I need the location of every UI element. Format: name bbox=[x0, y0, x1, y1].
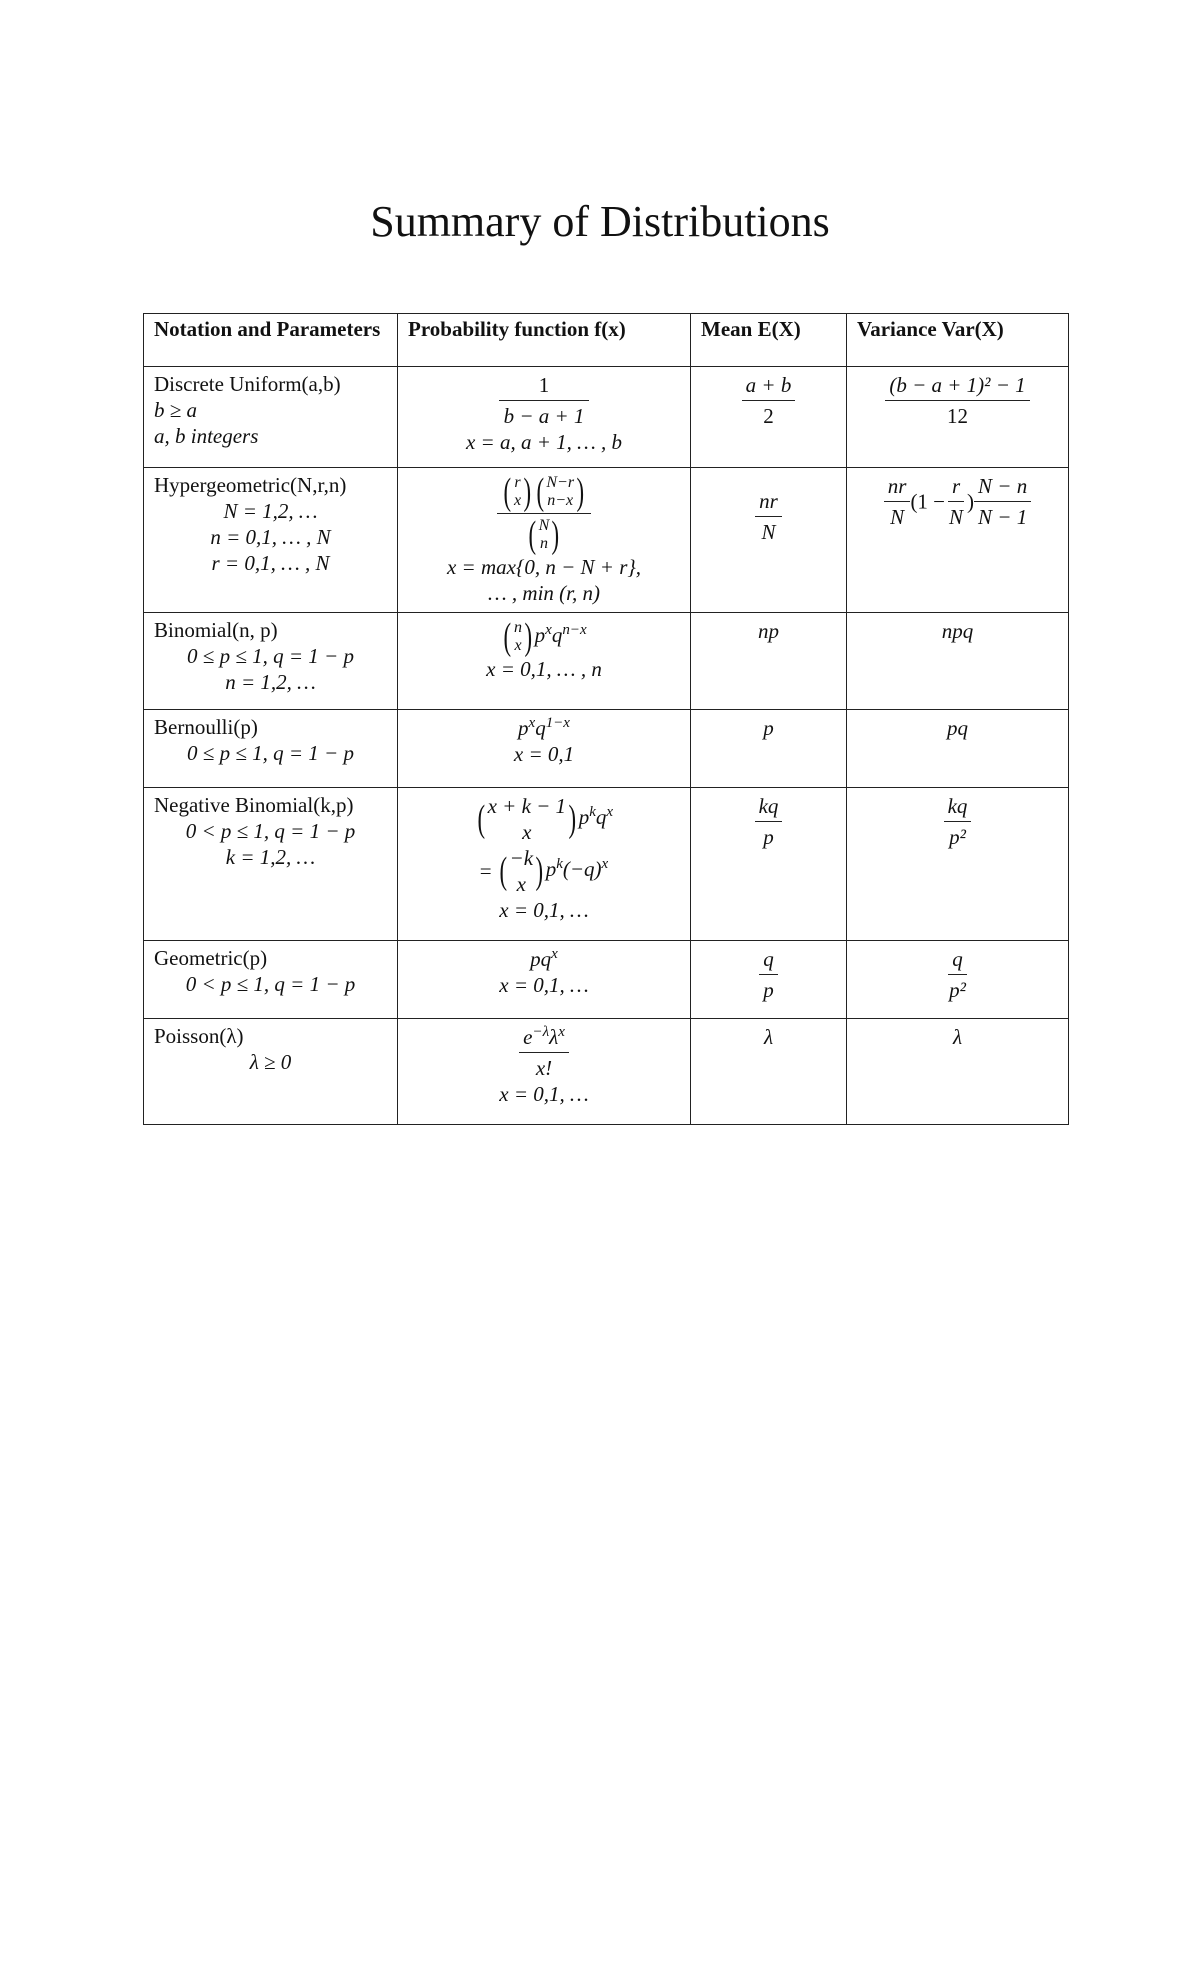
header-pmf: Probability function f(x) bbox=[398, 314, 691, 367]
binom-bottom: n−x bbox=[547, 492, 574, 509]
pmf-term: (−q) bbox=[562, 856, 602, 881]
pmf-support: x = 0,1, … bbox=[499, 1082, 589, 1106]
mean-denominator: p bbox=[763, 825, 774, 849]
pmf-support: x = max{0, n − N + r}, bbox=[446, 555, 642, 579]
header-variance: Variance Var(X) bbox=[847, 314, 1069, 367]
binomial-coefficient: ( N−r n−x ) bbox=[536, 471, 585, 513]
pmf-exponent: x bbox=[558, 1024, 565, 1040]
binom-bottom: x bbox=[516, 872, 526, 896]
pmf-support: x = 0,1 bbox=[513, 742, 575, 766]
pmf-term: e bbox=[523, 1025, 533, 1049]
pmf-cell bbox=[398, 1019, 691, 1125]
pmf-exponent: −λ bbox=[532, 1024, 550, 1040]
pmf-support: x = 0,1, … , n bbox=[486, 657, 602, 681]
variance-numerator: r bbox=[948, 473, 964, 502]
equals-sign: = bbox=[479, 859, 492, 883]
pmf-support: x = 0,1, … bbox=[499, 973, 589, 997]
parameter-line: n = 0,1, … , N bbox=[210, 525, 331, 549]
pmf-term: p bbox=[545, 856, 557, 881]
pmf-term: p bbox=[518, 716, 529, 740]
mean-cell: np bbox=[691, 613, 847, 710]
distribution-name: Negative Binomial(k,p) bbox=[154, 793, 354, 817]
pmf-fraction bbox=[497, 473, 590, 554]
pmf-cell bbox=[398, 613, 691, 710]
parameter-line: r = 0,1, … , N bbox=[211, 551, 330, 575]
pmf-fraction bbox=[499, 372, 590, 429]
notation-cell bbox=[144, 788, 398, 941]
pmf-exponent: x bbox=[528, 715, 536, 731]
notation-cell bbox=[144, 613, 398, 710]
pmf-term: p bbox=[534, 622, 546, 647]
notation-cell bbox=[144, 941, 398, 1019]
variance-fraction bbox=[884, 473, 911, 530]
variance-cell bbox=[847, 788, 1069, 941]
variance-fraction bbox=[885, 372, 1029, 429]
binom-top: n bbox=[514, 619, 523, 636]
variance-denominator: N bbox=[890, 505, 905, 529]
binomial-coefficient: ( x + k − 1 x ) bbox=[477, 794, 577, 844]
variance-denominator: N bbox=[949, 505, 964, 529]
table-row-negative-binomial bbox=[144, 788, 1069, 941]
pmf-denominator: x! bbox=[535, 1056, 553, 1080]
pmf-exponent: x bbox=[601, 855, 609, 872]
variance-denominator: p² bbox=[949, 825, 966, 849]
header-mean: Mean E(X) bbox=[691, 314, 847, 367]
binom-top: −k bbox=[509, 846, 534, 870]
variance-denominator: N − 1 bbox=[978, 505, 1028, 529]
mean-fraction bbox=[742, 372, 796, 429]
parameter-line: k = 1,2, … bbox=[225, 845, 316, 869]
mean-denominator: p bbox=[763, 978, 774, 1002]
variance-fraction bbox=[945, 946, 970, 1003]
pmf-term: p bbox=[578, 804, 590, 829]
pmf-exponent: x bbox=[606, 803, 614, 820]
binom-top: r bbox=[514, 474, 521, 491]
pmf-term: q bbox=[535, 716, 546, 740]
parameter-line: 0 ≤ p ≤ 1, q = 1 − p bbox=[187, 741, 354, 765]
parameter-line: 0 < p ≤ 1, q = 1 − p bbox=[185, 972, 356, 996]
binom-top: N bbox=[538, 517, 550, 534]
variance-numerator: (b − a + 1)² − 1 bbox=[885, 372, 1029, 401]
notation-cell bbox=[144, 1019, 398, 1125]
parameter-line: b ≥ a bbox=[154, 398, 198, 422]
parameter-line: 0 < p ≤ 1, q = 1 − p bbox=[185, 819, 356, 843]
table-row-bernoulli bbox=[144, 710, 1069, 788]
pmf-denominator: b − a + 1 bbox=[503, 404, 585, 428]
variance-cell bbox=[847, 941, 1069, 1019]
notation-cell bbox=[144, 710, 398, 788]
mean-numerator: nr bbox=[755, 488, 782, 517]
distribution-name: Geometric(p) bbox=[154, 946, 268, 970]
pmf-cell bbox=[398, 941, 691, 1019]
mean-cell bbox=[691, 367, 847, 468]
mean-cell bbox=[691, 941, 847, 1019]
variance-denominator: 12 bbox=[946, 404, 968, 428]
pmf-line bbox=[398, 845, 690, 897]
variance-cell: λ bbox=[847, 1019, 1069, 1125]
mean-numerator: kq bbox=[755, 793, 783, 822]
variance-denominator: p² bbox=[949, 978, 966, 1002]
pmf-exponent: n−x bbox=[562, 621, 587, 638]
pmf-exponent: x bbox=[545, 621, 552, 638]
pmf-exponent: x bbox=[551, 946, 558, 962]
mean-cell bbox=[691, 468, 847, 613]
binomial-coefficient: ( r x ) bbox=[503, 471, 532, 513]
pmf-numerator bbox=[497, 473, 590, 514]
parameter-line: 0 ≤ p ≤ 1, q = 1 − p bbox=[187, 644, 354, 668]
notation-cell bbox=[144, 468, 398, 613]
pmf-fraction bbox=[519, 1024, 569, 1081]
pmf-support: x = a, a + 1, … , b bbox=[465, 430, 623, 454]
binom-bottom: x bbox=[513, 492, 522, 509]
table-row-binomial bbox=[144, 613, 1069, 710]
binom-top: N−r bbox=[546, 474, 575, 491]
mean-fraction bbox=[755, 793, 783, 850]
notation-cell bbox=[144, 367, 398, 468]
pmf-numerator bbox=[519, 1024, 569, 1053]
binom-top: x + k − 1 bbox=[487, 794, 567, 818]
distribution-name: Bernoulli(p) bbox=[154, 715, 258, 739]
variance-close: ) bbox=[967, 489, 975, 514]
mean-numerator: a + b bbox=[742, 372, 796, 401]
pmf-support: … , min (r, n) bbox=[487, 581, 600, 605]
table-row-hypergeometric bbox=[144, 468, 1069, 613]
pmf-term: q bbox=[595, 804, 607, 829]
variance-numerator: kq bbox=[944, 793, 972, 822]
variance-fraction bbox=[945, 473, 967, 530]
variance-numerator: q bbox=[948, 946, 967, 975]
distribution-name: Poisson(λ) bbox=[154, 1024, 244, 1048]
pmf-support: x = 0,1, … bbox=[499, 898, 589, 922]
distributions-table bbox=[143, 313, 1069, 1125]
pmf-cell bbox=[398, 468, 691, 613]
pmf-cell bbox=[398, 788, 691, 941]
pmf-cell bbox=[398, 710, 691, 788]
variance-cell: npq bbox=[847, 613, 1069, 710]
mean-cell: λ bbox=[691, 1019, 847, 1125]
parameter-line: λ ≥ 0 bbox=[249, 1050, 292, 1074]
mean-numerator: q bbox=[759, 946, 778, 975]
table-row-geometric bbox=[144, 941, 1069, 1019]
distribution-name: Binomial(n, p) bbox=[154, 618, 278, 642]
mean-cell bbox=[691, 788, 847, 941]
binom-bottom: x bbox=[522, 820, 532, 844]
pmf-line bbox=[398, 793, 690, 845]
binomial-coefficient: ( −k x ) bbox=[499, 846, 544, 896]
variance-cell bbox=[847, 367, 1069, 468]
parameter-line: a, b integers bbox=[154, 424, 259, 448]
variance-cell bbox=[847, 468, 1069, 613]
pmf-exponent: k bbox=[556, 855, 563, 872]
pmf-term: pq bbox=[530, 947, 552, 971]
table-row-discrete-uniform bbox=[144, 367, 1069, 468]
parameter-line: n = 1,2, … bbox=[225, 670, 316, 694]
binomial-coefficient: ( n x ) bbox=[503, 616, 533, 658]
distribution-name: Hypergeometric(N,r,n) bbox=[154, 473, 347, 497]
page-title: Summary of Distributions bbox=[370, 197, 830, 246]
header-row bbox=[144, 314, 1069, 367]
header-notation: Notation and Parameters bbox=[144, 314, 398, 367]
pmf-exponent: k bbox=[589, 803, 596, 820]
variance-open: (1 − bbox=[910, 489, 946, 514]
variance-cell: pq bbox=[847, 710, 1069, 788]
variance-fraction bbox=[974, 473, 1031, 530]
pmf-numerator: 1 bbox=[499, 372, 590, 401]
variance-numerator: nr bbox=[884, 473, 911, 502]
pmf-term: q bbox=[551, 622, 563, 647]
parameter-line: N = 1,2, … bbox=[223, 499, 318, 523]
mean-denominator: N bbox=[761, 520, 776, 544]
pmf-term: λ bbox=[549, 1025, 559, 1049]
variance-fraction bbox=[944, 793, 972, 850]
mean-cell: p bbox=[691, 710, 847, 788]
mean-fraction bbox=[759, 946, 778, 1003]
pmf-denominator bbox=[522, 514, 566, 554]
binomial-coefficient: ( N n ) bbox=[528, 514, 560, 556]
pmf-exponent: 1−x bbox=[545, 715, 570, 731]
table-row-poisson bbox=[144, 1019, 1069, 1125]
distribution-name: Discrete Uniform(a,b) bbox=[154, 372, 341, 396]
mean-fraction bbox=[755, 488, 782, 545]
variance-numerator: N − n bbox=[974, 473, 1031, 502]
pmf-cell bbox=[398, 367, 691, 468]
mean-denominator: 2 bbox=[763, 404, 774, 428]
binom-bottom: n bbox=[539, 535, 548, 552]
binom-bottom: x bbox=[514, 637, 522, 654]
